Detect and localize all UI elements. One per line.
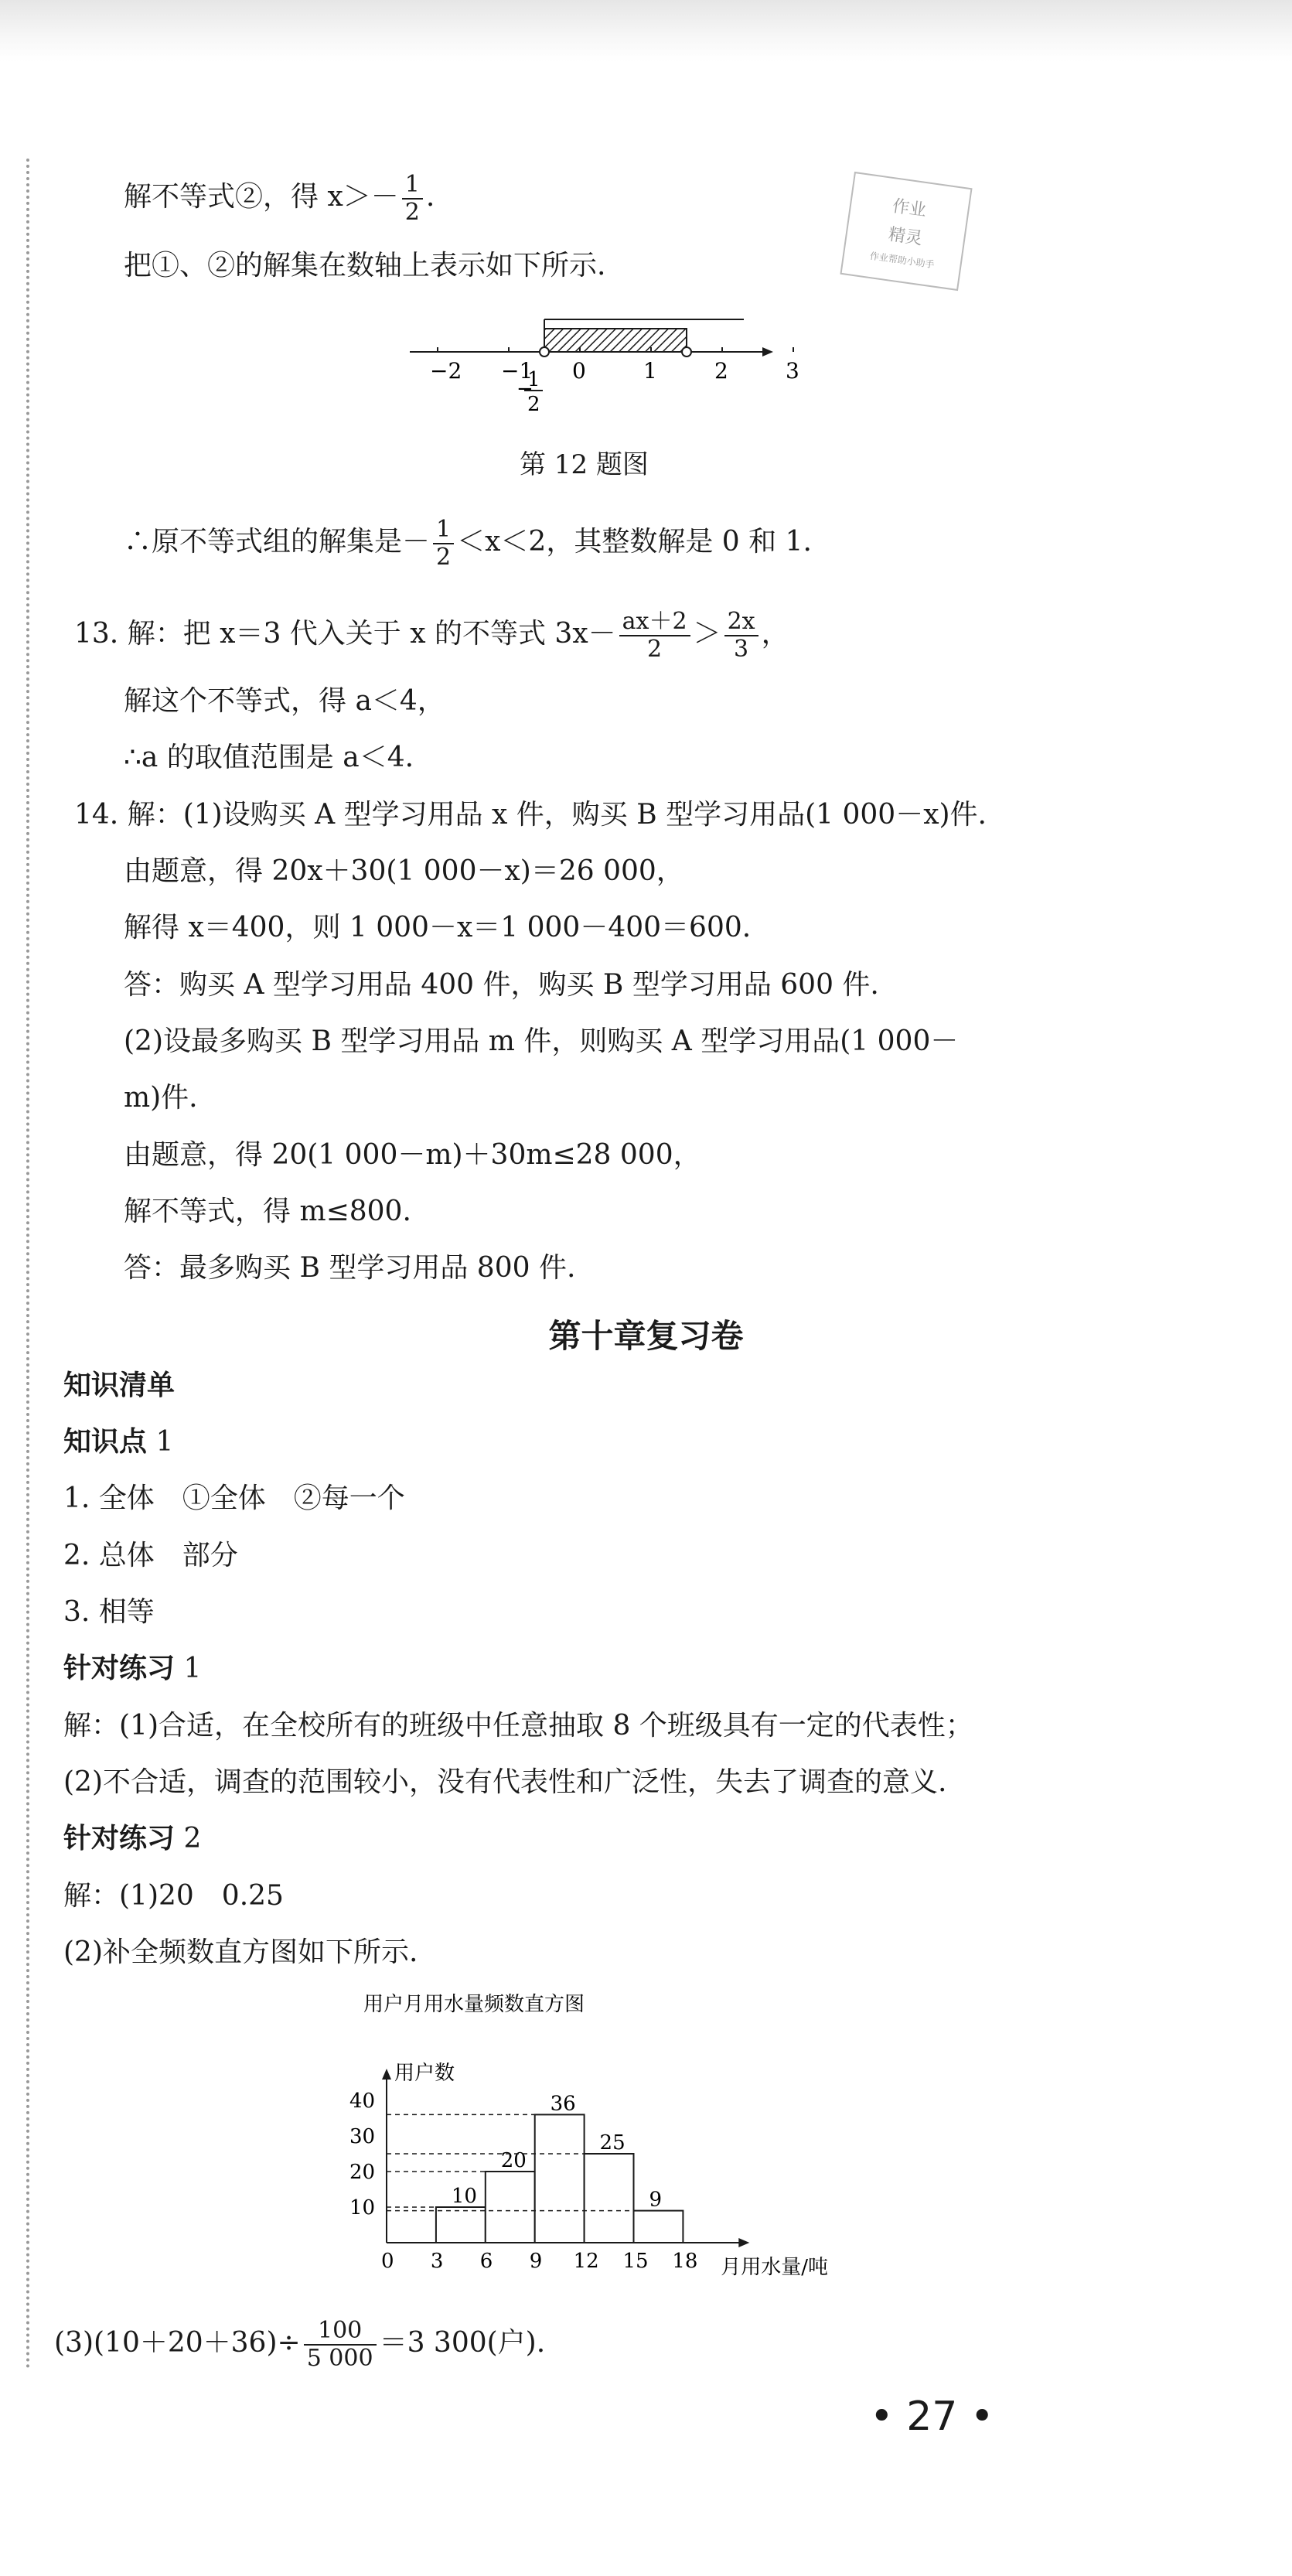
bar-value-label: 20 bbox=[500, 2149, 527, 2172]
chart-title: 用户月用水量频数直方图 bbox=[363, 1993, 585, 2016]
x-tick-label: 15 bbox=[622, 2250, 649, 2273]
y-tick-label: 10 bbox=[349, 2196, 376, 2219]
stamp-line1: 作业 bbox=[891, 196, 928, 221]
number-line-tick-label: −1 bbox=[501, 358, 534, 384]
q13-line3: ∴a 的取值范围是 a＜4. bbox=[124, 742, 414, 773]
number-line-tick-label: 2 bbox=[714, 358, 728, 384]
practice-1-line: 解：(1)合适，在全校所有的班级中任意抽取 8 个班级具有一定的代表性； bbox=[63, 1710, 973, 1742]
histogram-bar bbox=[535, 2114, 585, 2243]
frac-den: 5 000 bbox=[306, 2345, 373, 2372]
q13-line2: 解这个不等式，得 a＜4， bbox=[124, 685, 445, 717]
x-tick-label: 12 bbox=[573, 2250, 599, 2273]
kp-label: 知识点 bbox=[63, 1426, 148, 1458]
practice-label: 针对练习 bbox=[63, 1823, 176, 1854]
kp-item: 1. 全体 ①全体 ②每一个 bbox=[63, 1482, 405, 1514]
x-axis-label: 月用水量/吨 bbox=[721, 2256, 829, 2279]
y-axis-arrow bbox=[382, 2069, 391, 2080]
q14-line: 由题意，得 20x＋30(1 000－x)＝26 000， bbox=[124, 855, 684, 887]
fraction-2 bbox=[724, 609, 758, 663]
stamp-line2: 精灵 bbox=[887, 224, 924, 249]
number-line-tick-label: 1 bbox=[643, 358, 657, 384]
bar-value-label: 9 bbox=[649, 2188, 662, 2212]
stamp-line3: 作业帮助小助手 bbox=[869, 250, 936, 271]
line-solve-ineq2 bbox=[124, 172, 435, 226]
number-line-tick-label: −2 bbox=[430, 358, 462, 384]
special-label-sign: − bbox=[516, 377, 534, 401]
q13-line1 bbox=[74, 609, 789, 663]
practice-1-line: (2)不合适，调查的范围较小，没有代表性和广泛性，失去了调查的意义. bbox=[63, 1766, 947, 1798]
number-line-tick-label: 0 bbox=[572, 358, 586, 384]
line-tail: . bbox=[425, 181, 435, 213]
margin-dotted-line bbox=[26, 159, 29, 2370]
bar-value-label: 36 bbox=[550, 2092, 576, 2116]
histogram-bar bbox=[634, 2211, 683, 2243]
fraction bbox=[304, 2318, 377, 2372]
number-line-tick-label: 3 bbox=[786, 358, 799, 384]
line-text: ∴原不等式组的解集是－ bbox=[124, 526, 431, 558]
practice-number: 2 bbox=[175, 1823, 202, 1854]
section-knowledge-list: 知识清单 bbox=[63, 1370, 176, 1401]
x-tick-label: 18 bbox=[672, 2250, 698, 2273]
practice-2-line: 解：(1)20 0.25 bbox=[63, 1880, 284, 1912]
knowledge-point-1 bbox=[63, 1425, 173, 1459]
histogram-bar bbox=[585, 2154, 634, 2243]
practice-2-line: (2)补全频数直方图如下所示. bbox=[63, 1936, 418, 1968]
kp-item: 2. 总体 部分 bbox=[63, 1540, 238, 1571]
q14-line: 14. 解：(1)设购买 A 型学习用品 x 件，购买 B 型学习用品(1 000－x)件. bbox=[74, 799, 987, 831]
fraction bbox=[402, 172, 423, 226]
x-tick-label: 6 bbox=[479, 2250, 493, 2273]
line-text: (3)(10＋20＋36)÷ bbox=[54, 2327, 301, 2359]
solution-shaded-region bbox=[544, 329, 687, 352]
histogram-bar bbox=[486, 2172, 535, 2243]
frac-num: ax＋2 bbox=[619, 609, 690, 636]
frac-den: 3 bbox=[734, 636, 749, 663]
frac-num: 2x bbox=[724, 609, 758, 636]
q14-line: 解不等式，得 m≤800. bbox=[124, 1196, 411, 1227]
practice-label: 针对练习 bbox=[63, 1653, 176, 1684]
bar-value-label: 10 bbox=[451, 2185, 477, 2208]
q14-line: (2)设最多购买 B 型学习用品 m 件，则购买 A 型学习用品(1 000－ bbox=[124, 1025, 959, 1057]
q14-line: 答：最多购买 B 型学习用品 800 件. bbox=[124, 1252, 576, 1284]
q14-line: 解得 x＝400，则 1 000－x＝1 000－400＝600. bbox=[124, 912, 752, 943]
line-tail: ＝3 300(户). bbox=[379, 2327, 546, 2359]
x-tick-label: 9 bbox=[529, 2250, 543, 2273]
number-line-figure bbox=[402, 305, 799, 421]
fraction-1 bbox=[619, 609, 690, 663]
q14-line: m)件. bbox=[124, 1082, 198, 1114]
axis-arrow bbox=[762, 347, 773, 357]
special-label-num: 1 bbox=[527, 368, 540, 391]
practice-1-heading bbox=[63, 1652, 201, 1686]
y-tick-label: 20 bbox=[349, 2161, 376, 2184]
x-tick-label: 3 bbox=[430, 2250, 444, 2273]
frac-den: 2 bbox=[404, 199, 420, 226]
line-mid: ＞ bbox=[693, 618, 721, 650]
kp-item: 3. 相等 bbox=[63, 1596, 155, 1628]
watermark-stamp bbox=[840, 172, 972, 291]
chapter-title: 第十章复习卷 bbox=[548, 1317, 744, 1355]
y-tick-label: 30 bbox=[349, 2125, 376, 2148]
line-text: 解不等式②，得 x＞－ bbox=[124, 181, 399, 213]
bar-value-label: 25 bbox=[599, 2131, 626, 2155]
fraction bbox=[433, 517, 454, 571]
line-numberline-intro: 把①、②的解集在数轴上表示如下所示. bbox=[124, 250, 606, 281]
figure-caption-12: 第 12 题图 bbox=[520, 449, 649, 480]
q14-line: 由题意，得 20(1 000－m)＋30m≤28 000， bbox=[124, 1139, 701, 1171]
x-tick-label: 0 bbox=[381, 2250, 394, 2273]
histogram-bar bbox=[436, 2207, 486, 2243]
frac-num: 1 bbox=[433, 517, 454, 544]
frac-num: 1 bbox=[402, 172, 423, 200]
y-tick-label: 40 bbox=[349, 2090, 376, 2113]
scan-top-band bbox=[0, 0, 1292, 62]
histogram-chart bbox=[340, 1987, 829, 2289]
practice-number: 1 bbox=[175, 1653, 202, 1684]
page-number: • 27 • bbox=[870, 2393, 994, 2440]
open-circle-left bbox=[540, 347, 549, 357]
frac-num: 100 bbox=[304, 2318, 377, 2346]
line-text: 13. 解：把 x＝3 代入关于 x 的不等式 3x－ bbox=[74, 618, 616, 650]
y-axis-label: 用户数 bbox=[394, 2062, 455, 2085]
line-tail: ＜x＜2，其整数解是 0 和 1. bbox=[457, 526, 812, 558]
practice-2-heading bbox=[63, 1822, 201, 1856]
frac-den: 2 bbox=[647, 636, 663, 663]
special-label-den: 2 bbox=[527, 393, 540, 416]
x-axis-arrow bbox=[738, 2238, 749, 2247]
final-calc-line bbox=[54, 2318, 545, 2372]
frac-den: 2 bbox=[436, 544, 452, 571]
line-tail: ， bbox=[761, 618, 789, 650]
line-solution-set bbox=[124, 517, 812, 571]
kp-number: 1 bbox=[147, 1426, 174, 1458]
open-circle-right bbox=[682, 347, 691, 357]
q14-line: 答：购买 A 型学习用品 400 件，购买 B 型学习用品 600 件. bbox=[124, 969, 879, 1001]
